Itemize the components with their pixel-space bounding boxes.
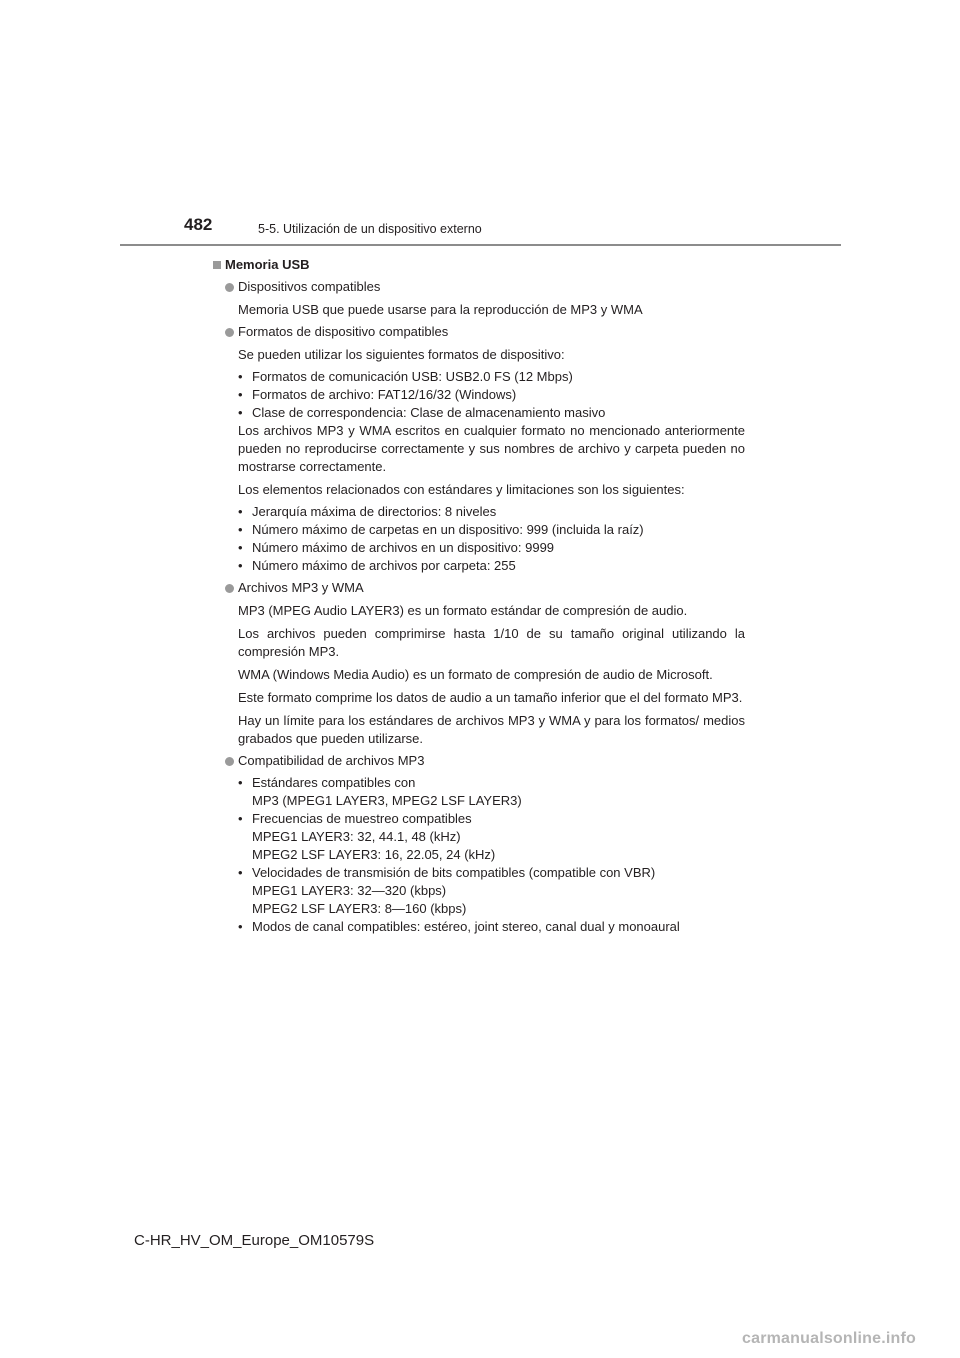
circle-bullet-icon <box>225 584 234 593</box>
bullet-line: MPEG1 LAYER3: 32, 44.1, 48 (kHz) <box>252 829 461 844</box>
paragraph: Hay un límite para los estándares de archivos MP3 y WMA y para los formatos/ medios grabados que pueden utilizarse. <box>238 713 745 746</box>
paragraph: Los archivos MP3 y WMA escritos en cualquier formato no mencionado anteriormente pueden no reproducirse correctamente y sus nombres de archivo y carpeta pueden no mostrarse correctamente. <box>238 423 745 474</box>
bullet-line: MPEG2 LSF LAYER3: 8—160 (kbps) <box>252 901 467 916</box>
bullet-list <box>238 774 745 936</box>
item-title: Compatibilidad de archivos MP3 <box>238 753 425 768</box>
paragraph: Memoria USB que puede usarse para la reproducción de MP3 y WMA <box>238 302 643 317</box>
bullet-line: • Estándares compatibles con <box>238 774 745 792</box>
square-bullet-icon <box>213 261 221 269</box>
page-content <box>213 254 745 936</box>
bullet-line: MPEG1 LAYER3: 32—320 (kbps) <box>252 883 447 898</box>
bullet-line: MPEG2 LSF LAYER3: 16, 22.05, 24 (kHz) <box>252 847 496 862</box>
section-heading-text: Memoria USB <box>225 257 310 272</box>
circle-bullet-icon <box>225 283 234 292</box>
paragraph: WMA (Windows Media Audio) es un formato de compresión de audio de Microsoft. <box>238 667 713 682</box>
paragraph: Los elementos relacionados con estándares y limitaciones son los siguientes: <box>238 482 685 497</box>
paragraph: Este formato comprime los datos de audio a un tamaño inferior que el del formato MP3. <box>238 690 743 705</box>
bullet-line: MP3 (MPEG1 LAYER3, MPEG2 LSF LAYER3) <box>252 793 522 808</box>
page-number: 482 <box>184 215 213 234</box>
item-title: Dispositivos compatibles <box>238 279 381 294</box>
list-item <box>213 278 745 296</box>
item-list <box>213 278 745 936</box>
bullet-line: • Frecuencias de muestreo compatibles <box>238 810 745 828</box>
list-item <box>213 579 745 597</box>
bullet-list <box>238 503 745 575</box>
bullet-line: • Número máximo de archivos por carpeta: 255 <box>238 557 745 575</box>
header-rule <box>120 244 841 246</box>
item-title: Archivos MP3 y WMA <box>238 580 364 595</box>
section-heading <box>213 256 745 274</box>
paragraph: Se pueden utilizar los siguientes formatos de dispositivo: <box>238 347 565 362</box>
circle-bullet-icon <box>225 328 234 337</box>
paragraph: MP3 (MPEG Audio LAYER3) es un formato estándar de compresión de audio. <box>238 603 688 618</box>
section-title: 5-5. Utilización de un dispositivo externo <box>258 222 482 236</box>
bullet-line: • Jerarquía máxima de directorios: 8 niveles <box>238 503 745 521</box>
circle-bullet-icon <box>225 757 234 766</box>
bullet-line: • Número máximo de archivos en un dispositivo: 9999 <box>238 539 745 557</box>
watermark: carmanualsonline.info <box>742 1330 917 1347</box>
bullet-line: • Formatos de archivo: FAT12/16/32 (Windows) <box>238 386 745 404</box>
bullet-line: • Formatos de comunicación USB: USB2.0 FS (12 Mbps) <box>238 368 745 386</box>
bullet-line: • Número máximo de carpetas en un dispositivo: 999 (incluida la raíz) <box>238 521 745 539</box>
bullet-line: • Modos de canal compatibles: estéreo, joint stereo, canal dual y monoaural <box>238 918 745 936</box>
footer-doc-code: C-HR_HV_OM_Europe_OM10579S <box>134 1232 375 1249</box>
paragraph: Los archivos pueden comprimirse hasta 1/10 de su tamaño original utilizando la compresión MP3. <box>238 626 745 659</box>
bullet-list <box>238 368 745 422</box>
list-item <box>213 323 745 341</box>
item-title: Formatos de dispositivo compatibles <box>238 324 449 339</box>
list-item <box>213 752 745 770</box>
bullet-line: • Clase de correspondencia: Clase de almacenamiento masivo <box>238 404 745 422</box>
bullet-line: • Velocidades de transmisión de bits compatibles (compatible con VBR) <box>238 864 745 882</box>
